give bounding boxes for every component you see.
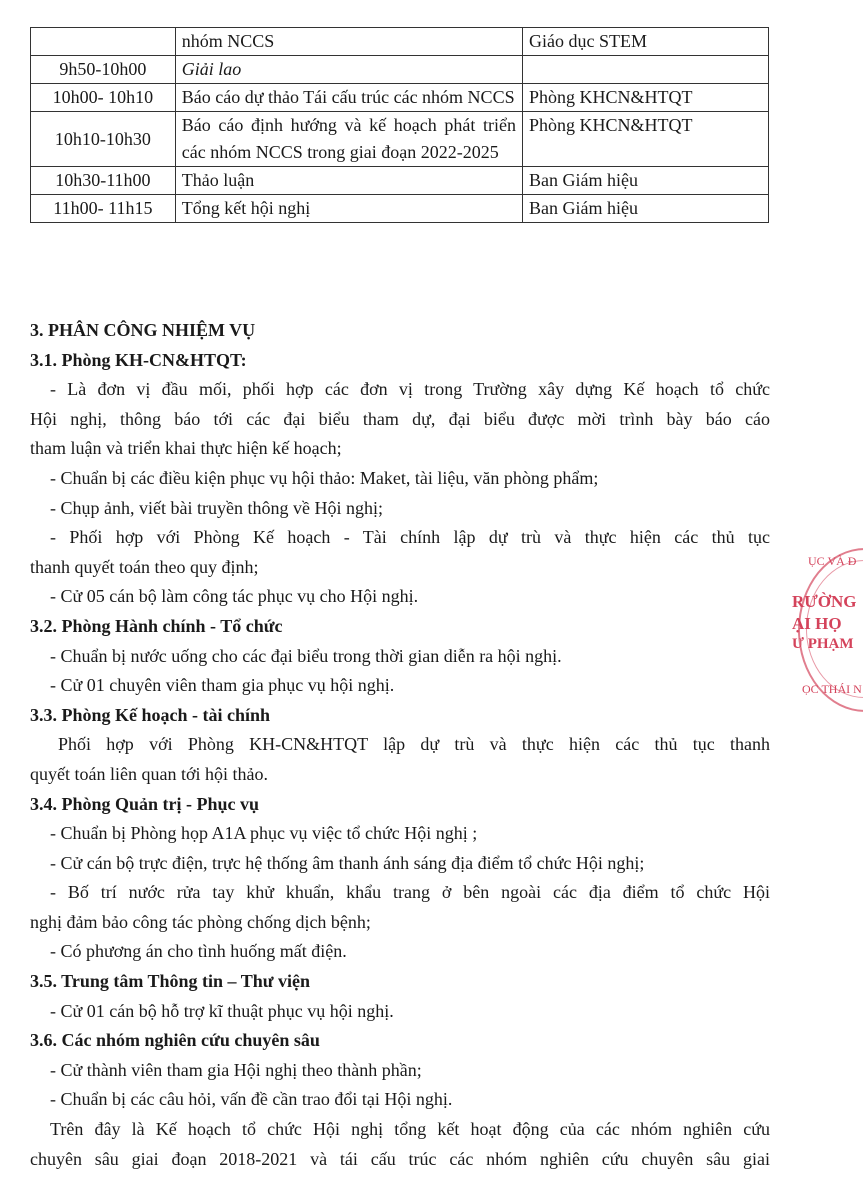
subsection-heading: 3.5. Trung tâm Thông tin – Thư viện — [30, 971, 311, 992]
paragraph-line: Phối hợp với Phòng KH-CN&HTQT lập dự trù và thực hiện các thủ tục thanh — [58, 734, 770, 755]
paragraph-line: - Chuẩn bị các câu hỏi, vấn đề cần trao đổi tại Hội nghị. — [50, 1089, 453, 1110]
table-row — [31, 112, 769, 167]
paragraph-line: tham luận và triển khai thực hiện kế hoạch; — [30, 438, 342, 459]
paragraph-line: - Cử 01 chuyên viên tham gia phục vụ hội nghị. — [50, 675, 395, 696]
paragraph-line: - Là đơn vị đầu mối, phối hợp các đơn vị trong Trường xây dựng Kế hoạch tổ chức — [50, 379, 770, 400]
subsection-heading: 3.4. Phòng Quản trị - Phục vụ — [30, 793, 260, 814]
time-cell: 10h00- 10h10 — [31, 84, 176, 112]
paragraph-line: - Bố trí nước rửa tay khử khuẩn, khẩu trang ở bên ngoài các địa điểm tổ chức Hội — [50, 882, 770, 903]
paragraph-line: nghị đảm bảo công tác phòng chống dịch bệnh; — [30, 911, 371, 932]
unit-cell: Ban Giám hiệu — [522, 195, 768, 223]
stamp-arc-top: ỤC VÀ Đ — [808, 554, 857, 568]
paragraph-line: thanh quyết toán theo quy định; — [30, 556, 259, 577]
paragraph-line: Hội nghị, thông báo tới các đại biểu tham dự, đại biểu được mời trình bày báo cáo — [30, 408, 770, 429]
subsection-heading: 3.3. Phòng Kế hoạch - tài chính — [30, 704, 271, 725]
paragraph-line: - Cử cán bộ trực điện, trực hệ thống âm thanh ánh sáng địa điểm tổ chức Hội nghị; — [50, 852, 645, 873]
closing-line: Trên đây là Kế hoạch tổ chức Hội nghị tổng kết hoạt động của các nhóm nghiên cứu — [50, 1119, 770, 1140]
paragraph-line: - Có phương án cho tình huống mất điện. — [50, 941, 347, 962]
paragraph-line: - Chuẩn bị Phòng họp A1A phục vụ việc tổ chức Hội nghị ; — [50, 823, 478, 844]
schedule-table — [30, 27, 769, 223]
paragraph-line: - Phối hợp với Phòng Kế hoạch - Tài chính lập dự trù và thực hiện các thủ tục — [50, 527, 770, 548]
table-row — [31, 195, 769, 223]
stamp-arc-bottom: ỌC THÁI N — [802, 682, 862, 696]
time-cell: 9h50-10h00 — [31, 56, 176, 84]
paragraph-line: quyết toán liên quan tới hội thảo. — [30, 763, 268, 784]
content-cell: Giải lao — [175, 56, 522, 84]
subsection-heading: 3.1. Phòng KH-CN&HTQT: — [30, 349, 247, 370]
stamp-text-line: RƯỜNG — [792, 592, 857, 611]
table-row — [31, 167, 769, 195]
section-3-body — [30, 316, 770, 1174]
content-cell: nhóm NCCS — [175, 28, 522, 56]
unit-cell — [522, 56, 768, 84]
unit-cell: Phòng KHCN&HTQT — [522, 84, 768, 112]
stamp-text-line: Ư PHẠM — [792, 636, 854, 652]
unit-cell: Ban Giám hiệu — [522, 167, 768, 195]
unit-cell: Giáo dục STEM — [522, 28, 768, 56]
table-row — [31, 84, 769, 112]
table-row — [31, 28, 769, 56]
time-cell — [31, 28, 176, 56]
paragraph-line: - Cử 01 cán bộ hỗ trợ kĩ thuật phục vụ hội nghị. — [50, 1000, 394, 1021]
content-cell: Báo cáo dự thảo Tái cấu trúc các nhóm NCCS — [175, 84, 522, 112]
content-cell: Thảo luận — [175, 167, 522, 195]
closing-line: chuyên sâu giai đoạn 2018-2021 và tái cấu trúc các nhóm nghiên cứu chuyên sâu giai — [30, 1148, 770, 1169]
section-heading: 3. PHÂN CÔNG NHIỆM VỤ — [30, 320, 256, 340]
content-cell: Báo cáo định hướng và kế hoạch phát triển các nhóm NCCS trong giai đoạn 2022-2025 — [175, 112, 522, 167]
subsection-heading: 3.6. Các nhóm nghiên cứu chuyên sâu — [30, 1030, 320, 1051]
table-row — [31, 56, 769, 84]
content-cell: Tổng kết hội nghị — [175, 195, 522, 223]
paragraph-line: - Chuẩn bị các điều kiện phục vụ hội thảo: Maket, tài liệu, văn phòng phẩm; — [50, 467, 599, 488]
paragraph-line: - Cử thành viên tham gia Hội nghị theo thành phần; — [50, 1059, 422, 1080]
paragraph-line: - Chuẩn bị nước uống cho các đại biểu trong thời gian diễn ra hội nghị. — [50, 645, 562, 666]
subsection-heading: 3.2. Phòng Hành chính - Tổ chức — [30, 615, 283, 636]
time-cell: 10h10-10h30 — [31, 112, 176, 167]
paragraph-line: - Chụp ảnh, viết bài truyền thông về Hội nghị; — [50, 497, 383, 518]
time-cell: 11h00- 11h15 — [31, 195, 176, 223]
stamp-text-line: ẠI HỌ — [792, 614, 842, 633]
official-stamp — [786, 548, 863, 716]
paragraph-line: - Cử 05 cán bộ làm công tác phục vụ cho Hội nghị. — [50, 586, 419, 607]
unit-cell: Phòng KHCN&HTQT — [522, 112, 768, 167]
time-cell: 10h30-11h00 — [31, 167, 176, 195]
